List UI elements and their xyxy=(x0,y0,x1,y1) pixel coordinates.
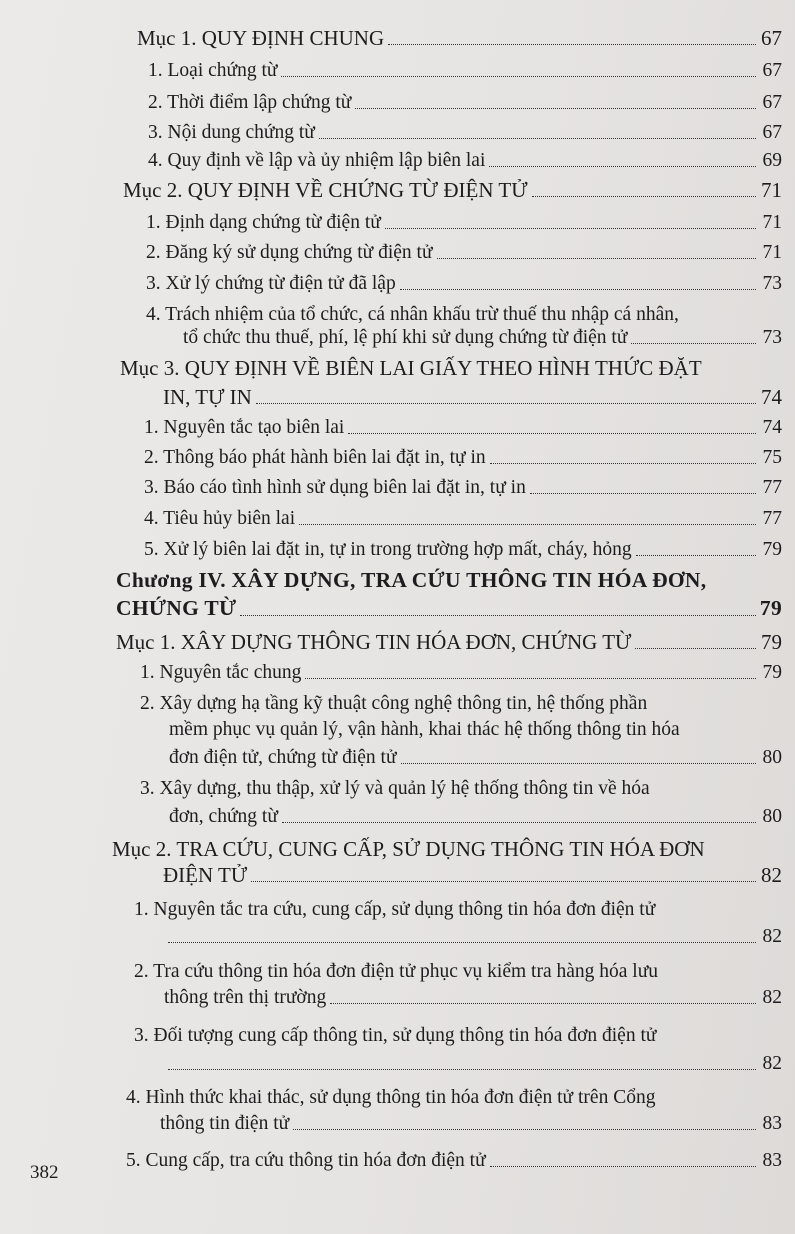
toc-section-line: Mục 3. QUY ĐỊNH VỀ BIÊN LAI GIẤY THEO HÌNH THỨC ĐẶT xyxy=(120,356,702,380)
toc-text: Mục 1. QUY ĐỊNH CHUNG xyxy=(137,26,385,50)
leader-dots xyxy=(281,76,756,77)
toc-chapter-line: Chương IV. XÂY DỰNG, TRA CỨU THÔNG TIN HÓA ĐƠN, xyxy=(116,568,707,592)
toc-text: 2. Thông báo phát hành biên lai đặt in, tự in xyxy=(144,447,486,468)
toc-page: 82 xyxy=(762,987,782,1008)
toc-text: 1. Định dạng chứng từ điện tử xyxy=(146,212,381,233)
toc-page: 80 xyxy=(762,747,782,768)
toc-text: đơn điện tử, chứng từ điện tử xyxy=(169,747,397,768)
toc-item xyxy=(169,747,782,769)
leader-dots xyxy=(282,822,756,823)
leader-dots xyxy=(532,196,757,197)
toc-item-line: 2. Tra cứu thông tin hóa đơn điện tử phục vụ kiểm tra hàng hóa lưu xyxy=(134,961,659,982)
toc-item xyxy=(148,150,782,172)
toc-page: 67 xyxy=(762,122,782,143)
toc-section xyxy=(163,385,782,409)
toc-text: ĐIỆN TỬ xyxy=(163,863,248,887)
toc-text: 2. Đăng ký sử dụng chứng từ điện tử xyxy=(146,242,433,263)
toc-page: 71 xyxy=(761,178,782,202)
toc-page: 75 xyxy=(762,447,782,468)
toc-page: 79 xyxy=(761,630,782,654)
toc-section xyxy=(163,863,782,887)
page-number: 382 xyxy=(30,1162,59,1183)
toc-item xyxy=(169,806,782,828)
toc-item xyxy=(146,273,782,295)
toc-text: 2. Thời điểm lập chứng từ xyxy=(148,92,352,113)
toc-item xyxy=(148,92,782,114)
toc-section xyxy=(123,178,782,202)
toc-text: 3. Nội dung chứng từ xyxy=(148,122,315,143)
toc-item xyxy=(160,1113,782,1135)
leader-dots xyxy=(631,343,756,344)
toc-page: 79 xyxy=(762,539,782,560)
toc-page: 79 xyxy=(762,662,782,683)
leader-dots xyxy=(530,493,756,494)
toc-item xyxy=(144,477,782,499)
toc-text: CHỨNG TỪ xyxy=(116,596,237,620)
leader-dots xyxy=(635,648,756,649)
toc-item xyxy=(146,212,782,234)
toc-page: 83 xyxy=(762,1150,782,1171)
toc-item-line: 4. Trách nhiệm của tổ chức, cá nhân khấu trừ thuế thu nhập cá nhân, xyxy=(146,304,679,325)
toc-page: 82 xyxy=(762,926,782,947)
leader-dots xyxy=(168,942,756,943)
toc-item xyxy=(144,417,782,439)
toc-item xyxy=(148,60,782,82)
toc-text: Mục 2. QUY ĐỊNH VỀ CHỨNG TỪ ĐIỆN TỬ xyxy=(123,178,528,202)
toc-text: 3. Xử lý chứng từ điện tử đã lập xyxy=(146,273,396,294)
toc-page: 83 xyxy=(762,1113,782,1134)
toc-page: 74 xyxy=(762,417,782,438)
toc-item-line: 3. Đối tượng cung cấp thông tin, sử dụng thông tin hóa đơn điện tử xyxy=(134,1025,657,1046)
toc-text: 4. Tiêu hủy biên lai xyxy=(144,508,296,529)
toc-text: 5. Xử lý biên lai đặt in, tự in trong trường hợp mất, cháy, hỏng xyxy=(144,539,632,560)
toc-page: 77 xyxy=(762,508,782,529)
toc-page: 73 xyxy=(762,327,782,348)
leader-dots xyxy=(299,524,756,525)
toc-text: thông trên thị trường xyxy=(164,987,327,1008)
toc-page: 67 xyxy=(761,26,782,50)
toc-item xyxy=(144,539,782,561)
toc-text: tổ chức thu thuế, phí, lệ phí khi sử dụng chứng từ điện tử xyxy=(183,327,628,348)
toc-page: 74 xyxy=(761,385,782,409)
toc-item xyxy=(183,327,782,349)
leader-dots xyxy=(401,763,756,764)
leader-dots xyxy=(256,403,756,404)
toc-text: 3. Báo cáo tình hình sử dụng biên lai đặt in, tự in xyxy=(144,477,526,498)
toc-item xyxy=(126,1150,782,1172)
toc-chapter xyxy=(116,596,782,621)
toc-item xyxy=(148,122,782,144)
toc-item xyxy=(164,987,782,1009)
toc-text: Mục 1. XÂY DỰNG THÔNG TIN HÓA ĐƠN, CHỨNG TỪ xyxy=(116,630,632,654)
leader-dots xyxy=(489,166,756,167)
toc-section xyxy=(116,630,782,654)
toc-text: 5. Cung cấp, tra cứu thông tin hóa đơn điện tử xyxy=(126,1150,486,1171)
toc-page: 69 xyxy=(762,150,782,171)
toc-text: 1. Loại chứng từ xyxy=(148,60,278,81)
leader-dots xyxy=(385,228,756,229)
toc-item-line: mềm phục vụ quản lý, vận hành, khai thác hệ thống thông tin hóa xyxy=(169,719,680,740)
toc-page: 67 xyxy=(762,92,782,113)
toc-item xyxy=(146,242,782,264)
leader-dots xyxy=(168,1069,756,1070)
toc-item xyxy=(164,926,782,948)
toc-page: 79 xyxy=(759,596,782,620)
leader-dots xyxy=(400,289,756,290)
toc-item-line: 4. Hình thức khai thác, sử dụng thông tin hóa đơn điện tử trên Cổng xyxy=(126,1087,656,1108)
leader-dots xyxy=(388,44,756,45)
leader-dots xyxy=(319,138,756,139)
toc-item-line: 3. Xây dựng, thu thập, xử lý và quản lý hệ thống thông tin về hóa xyxy=(140,778,650,799)
leader-dots xyxy=(490,463,756,464)
toc-text: thông tin điện tử xyxy=(160,1113,290,1134)
toc-item xyxy=(140,662,782,684)
toc-page: 80 xyxy=(762,806,782,827)
leader-dots xyxy=(305,678,756,679)
leader-dots xyxy=(490,1166,756,1167)
leader-dots xyxy=(251,881,756,882)
toc-section xyxy=(137,26,782,50)
leader-dots xyxy=(240,615,755,616)
toc-section-line: Mục 2. TRA CỨU, CUNG CẤP, SỬ DỤNG THÔNG TIN HÓA ĐƠN xyxy=(112,837,705,861)
toc-item-line: 2. Xây dựng hạ tầng kỹ thuật công nghệ thông tin, hệ thống phần xyxy=(140,693,648,714)
leader-dots xyxy=(330,1003,756,1004)
leader-dots xyxy=(636,555,756,556)
leader-dots xyxy=(355,108,756,109)
toc-page: 67 xyxy=(762,60,782,81)
toc-text: 1. Nguyên tắc chung xyxy=(140,662,302,683)
toc-text: 1. Nguyên tắc tạo biên lai xyxy=(144,417,345,438)
toc-text: IN, TỰ IN xyxy=(163,385,252,409)
toc-item xyxy=(144,447,782,469)
leader-dots xyxy=(293,1129,756,1130)
toc-item xyxy=(164,1053,782,1075)
toc-page: 71 xyxy=(762,242,782,263)
toc-page: 71 xyxy=(762,212,782,233)
toc-page: 82 xyxy=(761,863,782,887)
toc-item xyxy=(144,508,782,530)
toc-text: đơn, chứng từ xyxy=(169,806,278,827)
toc-page: 82 xyxy=(762,1053,782,1074)
toc-page: 73 xyxy=(762,273,782,294)
leader-dots xyxy=(437,258,756,259)
toc-page: 77 xyxy=(762,477,782,498)
toc-text: 4. Quy định về lập và ủy nhiệm lập biên lai xyxy=(148,150,486,171)
toc-item-line: 1. Nguyên tắc tra cứu, cung cấp, sử dụng thông tin hóa đơn điện tử xyxy=(134,899,656,920)
leader-dots xyxy=(348,433,756,434)
